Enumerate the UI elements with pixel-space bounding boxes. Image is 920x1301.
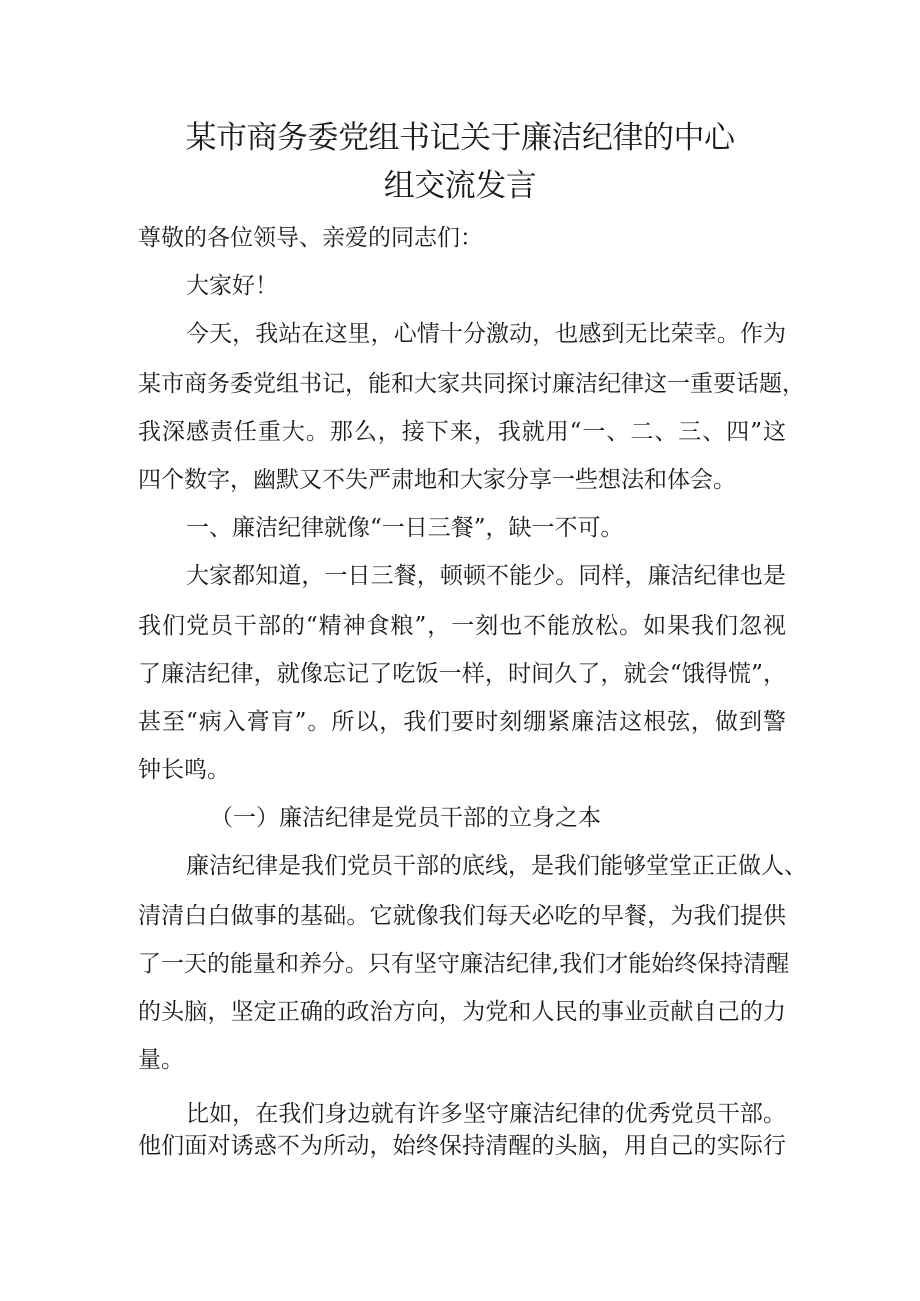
paragraph-2-line-3: 了廉洁纪律，就像忘记了吃饭一样，时间久了，就会“饿得慌”， <box>138 661 786 687</box>
section-heading-1: 一、廉洁纪律就像“一日三餐”，缺一不可。 <box>186 515 624 541</box>
paragraph-1-line-1: 今天，我站在这里，心情十分激动，也感到无比荣幸。作为 <box>186 321 786 347</box>
paragraph-3-line-2: 清清白白做事的基础。它就像我们每天必吃的早餐，为我们提供 <box>138 903 786 929</box>
paragraph-2-line-4: 甚至“病入膏肓”。所以，我们要时刻绷紧廉洁这根弦，做到警 <box>138 709 786 735</box>
document-title-line-2: 组交流发言 <box>383 168 537 204</box>
paragraph-4-line-2: 他们面对诱惑不为所动，始终保持清醒的头脑，用自己的实际行 <box>138 1133 786 1159</box>
paragraph-2-line-2: 我们党员干部的“精神食粮”，一刻也不能放松。如果我们忽视 <box>138 613 786 639</box>
document-title-line-1: 某市商务委党组书记关于廉洁纪律的中心 <box>185 120 735 156</box>
paragraph-3-line-5: 量。 <box>138 1047 184 1073</box>
paragraph-3-line-1: 廉洁纪律是我们党员干部的底线，是我们能够堂堂正正做人、 <box>186 853 807 879</box>
paragraph-1-line-3: 我深感责任重大。那么，接下来，我就用“一、二、三、四”这 <box>138 419 786 445</box>
subsection-heading-1: （一）廉洁纪律是党员干部的立身之本 <box>210 805 601 831</box>
paragraph-2-line-5: 钟长鸣。 <box>138 757 230 783</box>
paragraph-3-line-4: 的头脑，坚定正确的政治方向，为党和人民的事业贡献自己的力 <box>138 999 786 1025</box>
paragraph-1-line-2: 某市商务委党组书记，能和大家共同探讨廉洁纪律这一重要话题， <box>138 371 805 397</box>
paragraph-1-line-4: 四个数字，幽默又不失严肃地和大家分享一些想法和体会。 <box>138 467 736 493</box>
paragraph-2-line-1: 大家都知道，一日三餐，顿顿不能少。同样，廉洁纪律也是 <box>186 563 786 589</box>
salutation: 尊敬的各位领导、亲爱的同志们： <box>138 225 483 251</box>
paragraph-4-line-1: 比如，在我们身边就有许多坚守廉洁纪律的优秀党员干部。 <box>186 1101 786 1127</box>
paragraph-3-line-3: 了一天的能量和养分。只有坚守廉洁纪律,我们才能始终保持清醒 <box>138 951 790 977</box>
greeting: 大家好！ <box>186 273 278 299</box>
